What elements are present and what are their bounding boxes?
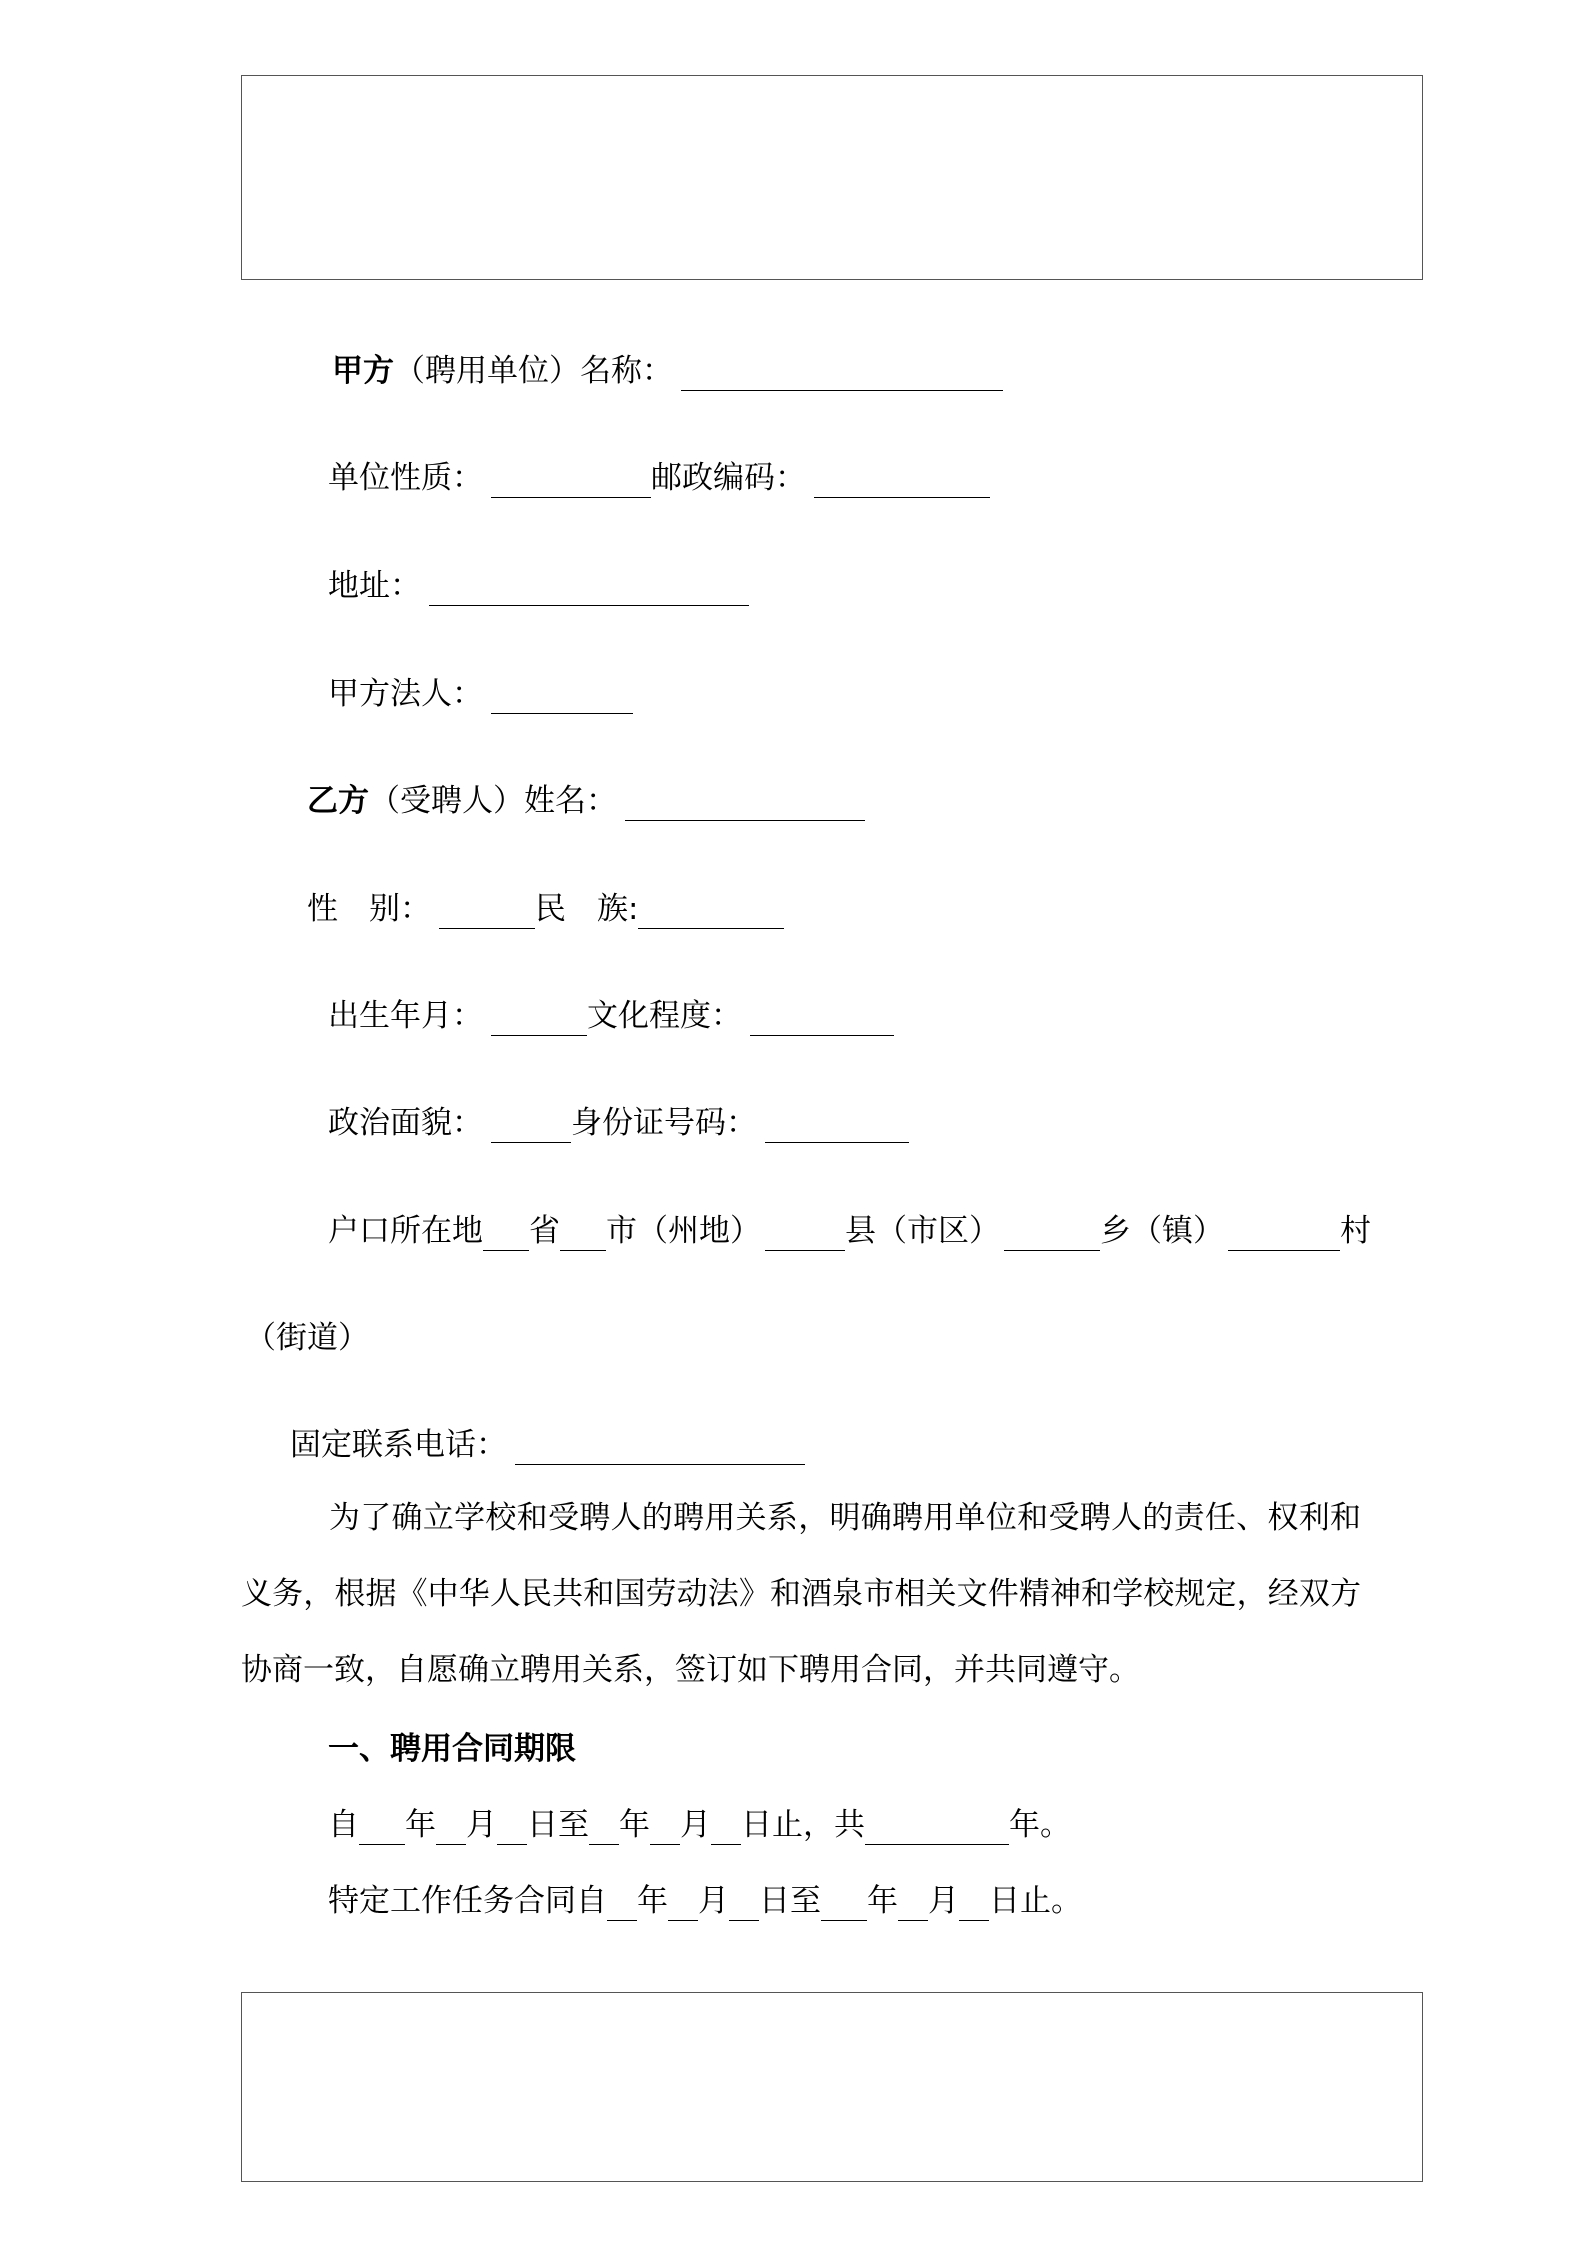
term-end-year-field[interactable] [589, 1810, 619, 1845]
county-label: 县（市区） [845, 1213, 1000, 1249]
special-start-month-field[interactable] [668, 1886, 698, 1921]
education-field[interactable] [750, 1001, 894, 1036]
postal-code-field[interactable] [814, 463, 990, 498]
special-end-label: 日止。 [989, 1883, 1082, 1919]
party-a-name-label: （聘用单位）名称： [394, 353, 673, 389]
section1-heading: 一、聘用合同期限 [328, 1731, 576, 1767]
legal-person-label: 甲方法人： [328, 676, 483, 712]
county-field[interactable] [765, 1216, 845, 1251]
hukou-row [328, 1211, 1371, 1251]
ethnicity-label: 民 族: [535, 891, 639, 927]
town-field[interactable] [1004, 1216, 1100, 1251]
gender-label: 性 别： [307, 891, 431, 927]
street-label: （街道） [245, 1320, 369, 1356]
term-month-label: 月 [466, 1807, 497, 1843]
legal-person-row [328, 674, 633, 714]
unit-nature-label: 单位性质： [328, 460, 483, 496]
city-field[interactable] [560, 1216, 606, 1251]
id-number-label: 身份证号码： [571, 1105, 757, 1141]
phone-row [290, 1425, 805, 1465]
term-month-label: 月 [680, 1807, 711, 1843]
special-start-year-field[interactable] [607, 1886, 637, 1921]
town-label: 乡（镇） [1100, 1213, 1224, 1249]
politics-field[interactable] [491, 1108, 571, 1143]
term-end-month-field[interactable] [650, 1810, 680, 1845]
village-field[interactable] [1228, 1216, 1340, 1251]
phone-label: 固定联系电话： [290, 1427, 507, 1463]
party-a-name-field[interactable] [681, 356, 1003, 391]
birth-field[interactable] [491, 1001, 587, 1036]
legal-person-field[interactable] [491, 679, 633, 714]
address-row [328, 566, 749, 606]
special-end-month-field[interactable] [898, 1886, 928, 1921]
province-field[interactable] [483, 1216, 529, 1251]
header-frame [241, 75, 1423, 280]
birth-label: 出生年月： [328, 998, 483, 1034]
street-row [245, 1318, 369, 1358]
special-year-label: 年 [637, 1883, 668, 1919]
id-number-field[interactable] [765, 1108, 909, 1143]
term-year-label: 年 [405, 1807, 436, 1843]
address-field[interactable] [429, 571, 749, 606]
education-label: 文化程度： [587, 998, 742, 1034]
term-year-label: 年 [619, 1807, 650, 1843]
party-a-name-row [332, 351, 1003, 391]
party-b-label: 乙方 [307, 783, 369, 819]
village-label: 村 [1340, 1213, 1371, 1249]
special-from-label: 特定工作任务合同自 [328, 1883, 607, 1919]
special-end-day-field[interactable] [959, 1886, 989, 1921]
term-end-day-field[interactable] [711, 1810, 741, 1845]
term-start-year-field[interactable] [359, 1810, 405, 1845]
politics-id-row [328, 1103, 909, 1143]
province-label: 省 [529, 1213, 560, 1249]
term-start-month-field[interactable] [436, 1810, 466, 1845]
term-row [328, 1805, 1071, 1845]
unit-nature-row [328, 458, 990, 498]
unit-nature-field[interactable] [491, 463, 651, 498]
term-years-end-label: 年。 [1009, 1807, 1071, 1843]
gender-ethnicity-row [307, 889, 784, 929]
gender-field[interactable] [439, 894, 535, 929]
address-label: 地址： [328, 568, 421, 604]
birth-education-row [328, 996, 894, 1036]
term-from-label: 自 [328, 1807, 359, 1843]
intro-paragraph: 为了确立学校和受聘人的聘用关系，明确聘用单位和受聘人的责任、权利和义务，根据《中华人民共和国劳动法》和酒泉市相关文件精神和学校规定，经双方协商一致，自愿确立聘用关系，签订如下聘用合同，并共同遵守。 [241, 1500, 1361, 1688]
city-label: 市（州地） [606, 1213, 761, 1249]
special-end-year-field[interactable] [821, 1886, 867, 1921]
party-a-label: 甲方 [332, 353, 394, 389]
hukou-label: 户口所在地 [328, 1213, 483, 1249]
term-day-to-label: 日至 [527, 1807, 589, 1843]
politics-label: 政治面貌： [328, 1105, 483, 1141]
ethnicity-field[interactable] [638, 894, 784, 929]
party-b-name-row [307, 781, 865, 821]
term-start-day-field[interactable] [497, 1810, 527, 1845]
footer-frame [241, 1992, 1423, 2182]
special-term-row [328, 1881, 1082, 1921]
special-month-label: 月 [698, 1883, 729, 1919]
special-month-label: 月 [928, 1883, 959, 1919]
party-b-name-field[interactable] [625, 786, 865, 821]
special-year-label: 年 [867, 1883, 898, 1919]
phone-field[interactable] [515, 1430, 805, 1465]
term-day-end-label: 日止，共 [741, 1807, 865, 1843]
postal-code-label: 邮政编码： [651, 460, 806, 496]
special-day-to-label: 日至 [759, 1883, 821, 1919]
term-years-field[interactable] [865, 1810, 1009, 1845]
special-start-day-field[interactable] [729, 1886, 759, 1921]
party-b-name-label: （受聘人）姓名： [369, 783, 617, 819]
